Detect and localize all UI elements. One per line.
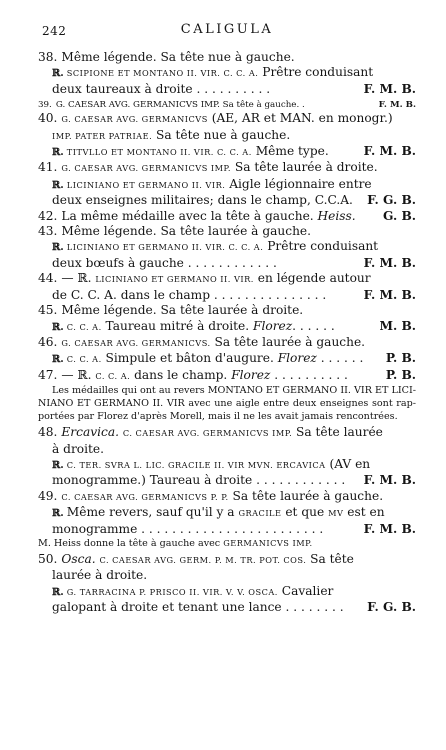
entry-46-obverse: 46. G. CAESAR AVG. GERMANICVS. Sa tête laurée à gauche.: [38, 334, 366, 349]
entry-48-obverse-cont: à droite.: [52, 441, 104, 456]
running-title: CALIGULA: [180, 22, 274, 37]
entry-47-reverse: 47. — ℝ. C. C. A. dans le champ. Florez . . . . . . . . . . P. B.: [38, 367, 416, 382]
entry-49-reverse-cont: monogramme . . . . . . . . . . . . . . . . . . . . . . . . F. M. B.: [52, 521, 416, 536]
rarity: P. B.: [385, 351, 416, 366]
entry-41-obverse: 41. G. CAESAR AVG. GERMANICVS IMP. Sa tête laurée à droite.: [38, 160, 378, 175]
page-header: [38, 20, 416, 50]
rarity: F. G. B.: [367, 193, 416, 208]
footnote-line: NIANO ET GERMANO II. VIR avec une aigle entre deux enseignes sont rap-: [38, 398, 416, 410]
rarity: P. B.: [385, 367, 416, 382]
entry-41-reverse: ℝ. LICINIANO ET GERMANO II. VIR. Aigle légionnaire entre: [52, 176, 372, 191]
entry-43-reverse: ℝ. LICINIANO ET GERMANO II. VIR. C. C. A. Prêtre conduisant: [52, 239, 379, 254]
rarity: F. M. B.: [363, 521, 416, 536]
rarity: G. B.: [382, 208, 416, 223]
rarity: F. M. B.: [363, 255, 416, 270]
rarity: F. M. B.: [363, 81, 416, 96]
rarity: F. M. B.: [363, 144, 416, 159]
entry-45-obverse: 45. Même légende. Sa tête laurée à droite.: [38, 303, 304, 318]
rarity: F. G. B.: [367, 600, 416, 615]
entry-39: 39. G. CAESAR AVG. GERMANICVS IMP. Sa tête à gauche. . F. M. B.: [38, 100, 416, 111]
entry-44-reverse-cont: de C. C. A. dans le champ . . . . . . . . . . . . . . . F. M. B.: [52, 287, 416, 302]
footnote-line: Les médailles qui ont au revers MONTANO ET GERMANO II. VIR ET LICI-: [52, 385, 416, 397]
entry-43-reverse-cont: deux bœufs à gauche . . . . . . . . . . . . F. M. B.: [52, 255, 416, 270]
entry-40-obverse-cont: IMP. PATER PATRIAE. Sa tête nue à gauche.: [52, 127, 291, 142]
entry-45-reverse: ℝ. C. C. A. Taureau mitré à droite. Florez. . . . . . M. B.: [52, 318, 416, 333]
entry-48-reverse-cont: monogramme.) Taureau à droite . . . . . . . . . . . . F. M. B.: [52, 473, 416, 488]
entry-40-obverse: 40. G. CAESAR AVG. GERMANICVS (AE, AR et MAN. en monogr.): [38, 111, 393, 126]
entry-44-reverse: 44. — ℝ. LICINIANO ET GERMANO II. VIR. en légende autour: [38, 271, 371, 286]
entry-43-obverse: 43. Même légende. Sa tête laurée à gauche.: [38, 224, 312, 239]
entry-48-reverse: ℝ. C. TER. SVRA L. LIC. GRACILE II. VIR MVN. ERCAVICA (AV en: [52, 456, 371, 471]
footnote-line: portées par Florez d'après Morell, mais il ne les avait jamais rencontrées.: [38, 411, 398, 423]
entry-50-obverse: 50. Osca. C. CAESAR AVG. GERM. P. M. TR. POT. COS. Sa tête: [38, 551, 354, 566]
entry-48-obverse: 48. Ercavica. C. CAESAR AVG. GERMANICVS IMP. Sa tête laurée: [38, 425, 383, 440]
entry-42: 42. La même médaille avec la tête à gauche. Heiss. G. B.: [38, 208, 416, 223]
entry-49-reverse: ℝ. Même revers, sauf qu'il y a GRACILE et que MV est en: [52, 505, 385, 520]
entry-49-obverse: 49. C. CAESAR AVG. GERMANICVS P. P. Sa tête laurée à gauche.: [38, 488, 384, 503]
entry-40-reverse: ℝ. TITVLLO ET MONTANO II. VIR. C. C. A. Même type. F. M. B.: [52, 144, 416, 159]
entry-38-obverse: 38. Même légende. Sa tête nue à gauche.: [38, 50, 295, 64]
entry-38-reverse: ℝ. SCIPIONE ET MONTANO II. VIR. C. C. A. Prêtre conduisant: [52, 65, 374, 80]
entry-38-reverse-cont: deux taureaux à droite . . . . . . . . . . F. M. B.: [52, 81, 416, 96]
entry-50-reverse: ℝ. G. TARRACINA P. PRISCO II. VIR. V. V. OSCA. Cavalier: [52, 583, 334, 598]
entry-50-reverse-cont: galopant à droite et tenant une lance . . . . . . . . F. G. B.: [52, 600, 416, 615]
entry-41-reverse-cont: deux enseignes militaires; dans le champ, C.C.A. F. G. B.: [52, 193, 416, 208]
page-number: 242: [42, 24, 67, 38]
rarity: F. M. B.: [363, 287, 416, 302]
footnote-heiss: M. Heiss donne la tête à gauche avec GERMANICVS IMP.: [38, 537, 313, 549]
entry-50-obverse-cont: laurée à droite.: [52, 568, 148, 583]
entry-46-reverse: ℝ. C. C. A. Simpule et bâton d'augure. Florez . . . . . . P. B.: [52, 351, 416, 366]
rarity: M. B.: [379, 318, 416, 333]
rarity: F. M. B.: [378, 100, 416, 111]
rarity: F. M. B.: [363, 473, 416, 488]
